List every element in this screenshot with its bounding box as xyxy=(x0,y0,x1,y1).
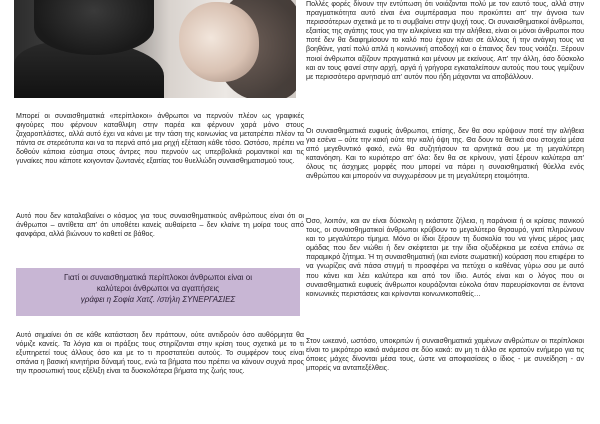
pull-quote-box xyxy=(16,268,300,316)
paragraph-left-2: Αυτό που δεν καταλαβαίνει ο κόσμος για τους συναισθηματικούς ανθρώπους είναι ότι οι άνθρωποι – αντίθετα απ' ότι υποθέτει κανείς αυθαίρετα – δεν κλαίνε τη μοίρα τους από φανφάρα, αλλά βιώνουν το καθετί σε βάθος. xyxy=(16,212,304,239)
header-photo xyxy=(14,0,296,98)
paragraph-left-3: Αυτό σημαίνει ότι σε κάθε κατάσταση δεν πράττουν, ούτε αντιδρούν όσο αυθόρμητα θα νόμιζε κανείς. Τα λόγια και οι πράξεις τους στηρίζονται στην κρίση τους σχετικά με το τι εξυπηρετεί τους άλλους όσο και με το τι προστατεύει αυτούς. Το συμφέρον τους είναι σπάνια η βασική κινητήρια δύναμή τους, ενώ τα βήματα που πρέπει να κάνουν συχνά προς την προσωπική τους εξέλιξη είναι τα δυσκολότερα βήματα της ζωής τους. xyxy=(16,331,304,376)
pull-quote-line-1: Γιατί οι συναισθηματικά περίπλοκοι άνθρωποι είναι οι xyxy=(64,273,252,282)
paragraph-right-4: Στον ωκεανό, ωστόσο, υποκριτών ή συναισθηματικά χαμένων ανθρώπων οι περίπλοκοι είναι το μικρότερο κακό ανάμεσα σε δύο κακά: αν μη τι άλλο σε κρατούν ενήμερο για τις όποιες μάχες δίνονται μέσα τους, ώστε να αποφασίσεις ο ίδιος - με συνείδηση - αν μπορείς να ανταπεξέλθεις. xyxy=(306,337,584,373)
paragraph-right-2: Οι συναισθηματικά ευφυείς άνθρωποι, επίσης, δεν θα σου κρύψουν ποτέ την αλήθεια για εσένα – ούτε την κακή ούτε την καλή όψη της. Θα δουν τα θετικά σου στοιχεία μέσα από μεγεθυντικό φακό, ενώ θα συζητήσουν τα αρνητικά σου με τη μεγαλύτερη κατανόηση. Και το κυριότερο απ' όλα: δεν θα σε κρίνουν, γιατί ξέρουν καλύτερα απ' όλους τις άσχημες μορφές που μπορεί να πάρει η συναισθηματική θύελλα ενός ανθρώπου και μπορούν να συγχωρέσουν με τη μεγαλύτερη ετοιμότητα. xyxy=(306,127,584,181)
paragraph-left-1: Μπορεί οι συναισθηματικά «περίπλοκοι» άνθρωποι να περνούν πλέον ως γραφικές φιγούρες που φέρνουν καταθλιψη στην παρέα και φέρνουν χαρά μόνο στους ζαχαροπλάστες, αλλά αυτό έχει να κάνει με την τάση της κοινωνίας να μετατρέπει πλέον τα πάντα σε στερεότυπα και να τα περνά από μια ρηχή εξέταση κάθε τόσο. Ωστόσο, πρέπει να δοθούν κάποια εύσημα στους άντρες που περνούν ως υπερβολικά ρομαντικοί και τις γυναίκες που κάποτε κοιγονταν ζωντανές εξαιτίας του θυελλώδη συναισθηματισμού τους. xyxy=(16,112,304,166)
hat-shape xyxy=(34,0,154,55)
woman-face xyxy=(179,2,259,82)
pull-quote-line-2: καλύτεροι άνθρωποι να αγαπήσεις xyxy=(96,284,220,293)
paragraph-right-1: Πολλές φορές δίνουν την εντύπωση ότι νοιάζονται πολύ με τον εαυτό τους, αλλά στην πραγματικότητα αυτό είναι ένα συμπέρασμα που προκύπτει απ' την άγνοια των περισσότερων σχετικά με το τι συμβαίνει στην ψυχή τους. Οι συναισθηματικοί άνθρωποι, εξαιτίας της αγάπης τους για την ειλικρίνεια και την αλήθεια, είναι οι μόνοι άνθρωποι που ποτέ δεν θα διαφημίσουν το καλό που έχουν κάνει σε άλλους ή την ανάγκη τους να βοηθάνε, γιατί πολύ απλά η κοινωνική αποδοχή και ο έπαινος δεν τους νοιάζει. Ξέρουν ποιοί άνθρωποι αξίζουν πραγματικά και μένουν με εκείνους. Απ' την άλλη, όσο δύσκολο και αν τους φανεί στην αρχή, αργά ή γρήγορα εγκαταλείπουν αυτούς που τους γεμίζουν με περισσότερο αρνητισμό απ' αυτόν που ήδη μάχονται να αποβάλλουν. xyxy=(306,0,584,81)
pull-quote-author: γράφει η Σοφία Χατζ. /στήλη ΣΥΝΕΡΓΑΣΙΕΣ xyxy=(80,295,236,304)
paragraph-right-3: Όσο, λοιπόν, και αν είναι δύσκολη η εκάστοτε ζήλεια, η παράνοια ή οι κρίσεις πανικού τους, οι συναισθηματικοί άνθρωποι κρύβουν το μεγαλύτερο θησαυρό, γιατί πληρώνουν και το μεγαλύτερο τίμημα. Μόνο οι ίδιοι ξέρουν τη δυσκολία του να γίνεις μέρος μιας ομάδας που δεν νιώθει ή δεν σκέφτεται με την ίδια οξυδέρκεια με εσένα επάνω σε παραμικρό ζήτημα. Ή τη συναισθηματική (και ενίοτε σωματική) κούραση που επιφέρει το να γνωρίζεις ανά πάσα στιγμή τι προσφέρει να πετύχει ο καθένας γύρω σου με αυτό που κάνει και λέει καλύτερα και από τον ίδιο. Αυτός είναι και ο λόγος που οι συναισθηματικά ευφυείς άνθρωποι κουράζονται εύκολα όταν παρευρίσκονται σε έντονα κοινωνικές περιστάσεις και κρίνονται κοινωνικοπαθείς… xyxy=(306,217,584,298)
